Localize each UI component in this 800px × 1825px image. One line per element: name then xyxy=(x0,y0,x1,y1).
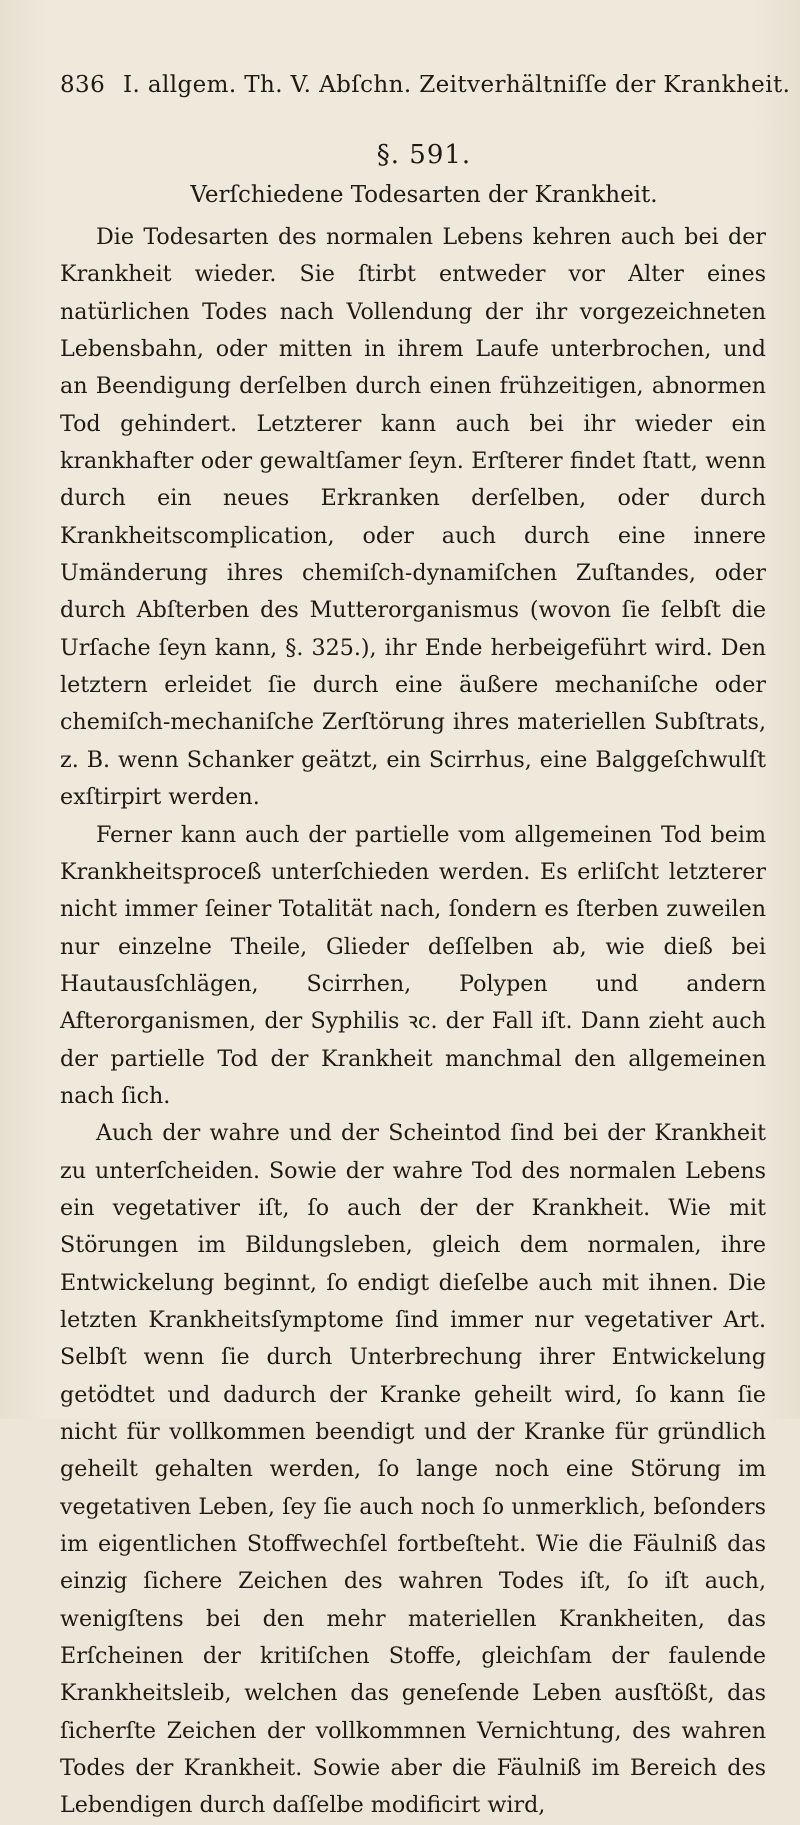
running-title: I. allgem. Th. V. Abſchn. Zeitverhältniſſe der Krankheit. xyxy=(123,72,791,98)
page-number: 836 xyxy=(60,72,106,98)
section-number: §. 591. xyxy=(376,140,472,170)
running-header xyxy=(60,68,791,108)
paragraph-3: Auch der wahre und der Scheintod ſind bei der Krankheit zu unterſcheiden. Sowie der wahre Tod des normalen Lebens ein vegetativer iſt, ſo auch der der Krankheit. Wie mit Störungen im Bildungsleben, gleich dem normalen, ihre Entwickelung beginnt, ſo endigt dieſelbe auch mit ihnen. Die letzten Krankheitsſymptome ſind immer nur vegetativer Art. Selbſt wenn ſie durch Unterbrechung ihrer Entwickelung getödtet und dadurch der Kranke geheilt wird, ſo kann ſie nicht für vollkommen beendigt und der Kranke für gründlich geheilt gehalten werden, ſo lange noch eine Störung im vegetativen Leben, ſey ſie auch noch ſo unmerklich, beſonders im eigentlichen Stoffwechſel fortbeſteht. Wie die Fäulniß das einzig ſichere Zeichen des wahren Todes iſt, ſo iſt auch, wenigſtens bei den mehr materiellen Krankheiten, das Erſcheinen der kritiſchen Stoffe, gleichſam der faulende Krankheitsleib, welchen das geneſende Leben ausſtößt, das ſicherſte Zeichen der vollkommnen Vernichtung, des wahren Todes der Krankheit. Sowie aber die Fäulniß im Bereich des Lebendigen durch daſſelbe modificirt wird, xyxy=(60,1120,766,1819)
section-title: Verſchiedene Todesarten der Krankheit. xyxy=(190,182,658,208)
paragraph-1: Die Todesarten des normalen Lebens kehren auch bei der Krankheit wieder. Sie ſtirbt entweder vor Alter eines natürlichen Todes nach Vollendung der ihr vorgezeichneten Lebensbahn, oder mitten in ihrem Laufe unterbrochen, und an Beendigung derſelben durch einen frühzeitigen, abnormen Tod gehindert. Letzterer kann auch bei ihr wieder ein krankhafter oder gewaltſamer ſeyn. Erſterer findet ſtatt, wenn durch ein neues Erkranken derſelben, oder durch Krankheitscomplication, oder auch durch eine innere Umänderung ihres chemiſch-dynamiſchen Zuſtandes, oder durch Abſterben des Mutterorganismus (wovon ſie ſelbſt die Urſache ſeyn kann, §. 325.), ihr Ende herbeigeführt wird. Den letztern erleidet ſie durch eine äußere mechaniſche oder chemiſch-mechaniſche Zerſtörung ihres materiellen Subſtrats, z. B. wenn Schanker geätzt, ein Scirrhus, eine Balggeſchwulſt exſtirpirt werden. xyxy=(60,224,766,811)
paragraph-2: Ferner kann auch der partielle vom allgemeinen Tod beim Krankheitsproceß unterſchieden werden. Es erliſcht letzterer nicht immer ſeiner Totalität nach, ſondern es ſterben zuweilen nur einzelne Theile, Glieder deſſelben ab, wie dieß bei Hautausſchlägen, Scirrhen, Polypen und andern Afterorganismen, der Syphilis ꝛc. der Fall iſt. Dann zieht auch der partielle Tod der Krankheit manchmal den allgemeinen nach ſich. xyxy=(60,821,766,1109)
